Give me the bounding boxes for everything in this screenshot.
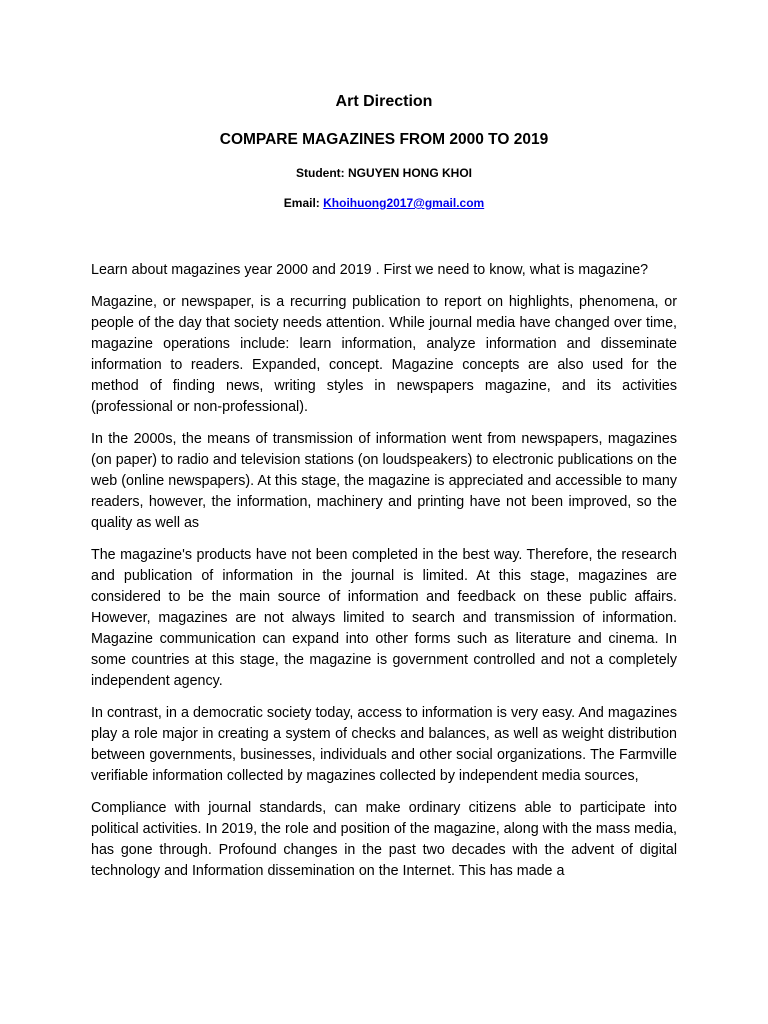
document-title: Art Direction [335, 93, 433, 110]
paragraph-2: Magazine, or newspaper, is a recurring publication to report on highlights, phenomena, or people of the day that society needs attention. While journal media have changed over time, magazine operations include: learn information, analyze information and disseminate information to readers. Expanded, concept. Magazine concepts are also used for the method of finding news, writing styles in newspapers magazine, and its activities (professional or non-professional). [91, 294, 677, 415]
paragraph-4: The magazine's products have not been completed in the best way. Therefore, the research and publication of information in the journal is limited. At this stage, magazines are considered to be the main source of information and feedback on these public affairs. However, magazines are not always limited to search and transmission of information. Magazine communication can expand into other forms such as literature and cinema. In some countries at this stage, the magazine is government controlled and not a completely independent agency. [91, 547, 677, 689]
email-label: Email: [283, 196, 324, 210]
email-link[interactable]: Khoihuong2017@gmail.com [323, 196, 485, 210]
paragraph-1: Learn about magazines year 2000 and 2019 . First we need to know, what is magazine? [91, 262, 649, 278]
paragraph-3: In the 2000s, the means of transmission of information went from newspapers, magazines (on paper) to radio and television stations (on loudspeakers) to electronic publications on the web (online newspapers). At this stage, the magazine is appreciated and accessible to many readers, however, the information, machinery and printing have not been improved, so the quality as well as [91, 431, 677, 531]
paragraph-5: In contrast, in a democratic society today, access to information is very easy. And magazines play a role major in creating a system of checks and balances, as well as weight distribution between governments, businesses, individuals and other social organizations. The Farmville verifiable information collected by magazines collected by independent media sources, [91, 705, 677, 784]
document-body [91, 260, 677, 893]
document-subtitle: COMPARE MAGAZINES FROM 2000 TO 2019 [219, 131, 549, 148]
email-line [0, 196, 768, 210]
paragraph-6: Compliance with journal standards, can make ordinary citizens able to participate into political activities. In 2019, the role and position of the magazine, along with the mass media, has gone through. Profound changes in the past two decades with the advent of digital technology and Information dissemination on the Internet. This has made a [91, 800, 677, 879]
student-name: Student: NGUYEN HONG KHOI [296, 166, 472, 180]
